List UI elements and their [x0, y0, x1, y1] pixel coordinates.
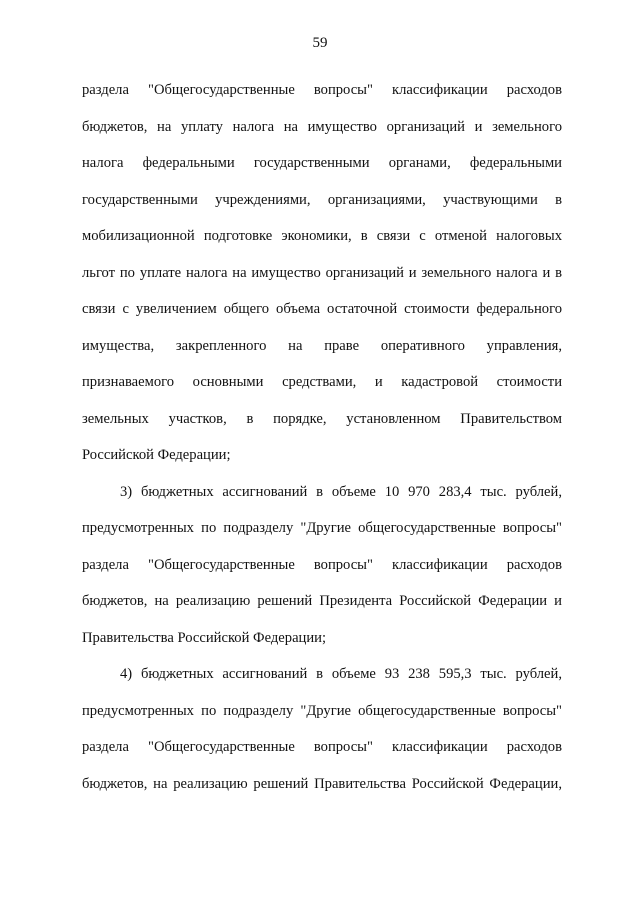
text-line: Российской Федерации; [82, 447, 231, 463]
text-line: бюджетов, на реализацию решений Правительства Российской Федерации, [82, 775, 562, 792]
text-line: государственными учреждениями, организациями, участвующими в [82, 191, 562, 208]
text-line: земельных участков, в порядке, установленном Правительством [82, 410, 562, 427]
text-line: предусмотренных по подразделу "Другие общегосударственные вопросы" [82, 520, 562, 536]
text-line: налога федеральными государственными органами, федеральными [82, 155, 562, 171]
text-line: бюджетов, на реализацию решений Президента Российской Федерации и [82, 593, 562, 609]
text-line: раздела "Общегосударственные вопросы" классификации расходов [82, 556, 562, 573]
text-line: бюджетов, на уплату налога на имущество организаций и земельного [82, 118, 562, 135]
text-line: имущества, закрепленного на праве оперативного управления, [82, 337, 562, 354]
text-line: предусмотренных по подразделу "Другие общегосударственные вопросы" [82, 702, 562, 719]
list-item-3-first-line: 3) бюджетных ассигнований в объеме 10 970 283,4 тыс. рублей, [120, 483, 562, 500]
text-line: признаваемого основными средствами, и кадастровой стоимости [82, 374, 562, 390]
list-item-4-first-line: 4) бюджетных ассигнований в объеме 93 238 595,3 тыс. рублей, [120, 666, 562, 682]
text-line: льгот по уплате налога на имущество организаций и земельного налога и в [82, 264, 562, 281]
text-line: мобилизационной подготовке экономики, в связи с отменой налоговых [82, 228, 562, 244]
text-line: Правительства Российской Федерации; [82, 629, 327, 646]
text-line: раздела "Общегосударственные вопросы" классификации расходов [82, 739, 562, 755]
text-line: раздела "Общегосударственные вопросы" классификации расходов [82, 82, 562, 98]
document-body [82, 72, 562, 802]
text-line: связи с увеличением общего объема остаточной стоимости федерального [82, 301, 562, 317]
page-number: 59 [312, 35, 328, 51]
